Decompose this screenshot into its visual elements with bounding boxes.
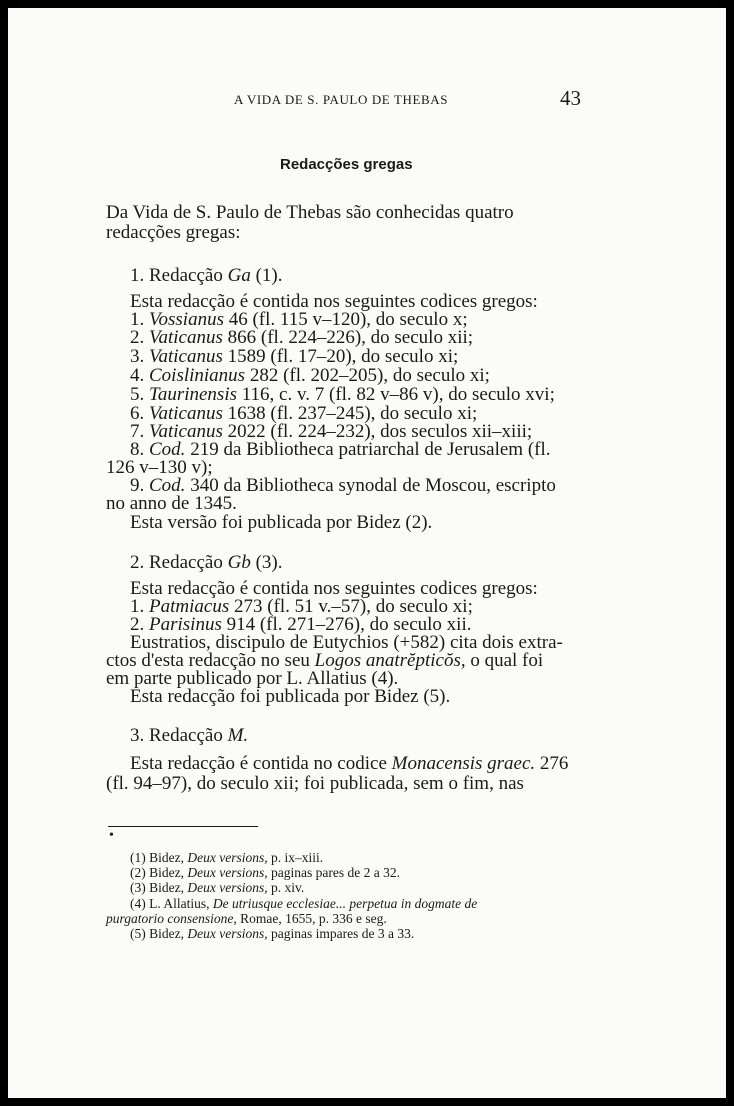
redaction-ga-publication: Esta versão foi publicada por Bidez (2). — [130, 512, 433, 533]
footnote-rule — [108, 826, 258, 827]
codex-line: 6. Vaticanus 1638 (fl. 237–245), do seculo xi; — [130, 403, 478, 424]
codex-line: 9. Cod. 340 da Bibliotheca synodal de Moscou, escripto — [130, 475, 556, 496]
footnote-4-continuation: purgatorio consensione, Romae, 1655, p. 336 e seg. — [106, 911, 387, 926]
siglum-ga: Ga — [227, 265, 251, 286]
section-heading: Redacções gregas — [280, 156, 413, 173]
codex-line: 4. Coislinianus 282 (fl. 202–205), do seculo xi; — [130, 365, 490, 386]
intro-line-1: Da Vida de S. Paulo de Thebas são conhecidas quatro — [106, 202, 514, 223]
codex-line: 2. Vaticanus 866 (fl. 224–226), do seculo xii; — [130, 327, 474, 348]
eustratios-line-3: em parte publicado por L. Allatius (4). — [106, 668, 399, 689]
redaction-gb-title: 2. Redacção Gb (3). — [130, 552, 283, 573]
redaction-ga-title: 1. Redacção Ga (1). — [130, 265, 283, 286]
footnote-marker-dot: • — [109, 828, 114, 843]
redaction-m-title: 3. Redacção M. — [130, 725, 249, 746]
codex-line: 8. Cod. 219 da Bibliotheca patriarchal de Jerusalem (fl. — [130, 439, 551, 460]
codex-line: 1. Patmiacus 273 (fl. 51 v.–57), do seculo xi; — [130, 596, 473, 617]
codex-line: 2. Parisinus 914 (fl. 271–276), do seculo xii. — [130, 614, 472, 635]
redaction-gb-publication: Esta redacção foi publicada por Bidez (5). — [130, 686, 451, 707]
footnote-5: (5) Bidez, Deux versions, paginas impares de 3 a 33. — [130, 926, 415, 941]
siglum-gb: Gb — [227, 552, 251, 573]
intro-line-2: redacções gregas: — [106, 222, 241, 243]
codex-line: 3. Vaticanus 1589 (fl. 17–20), do seculo xi; — [130, 346, 459, 367]
book-page — [8, 8, 726, 1098]
codex-line-continuation: no anno de 1345. — [106, 493, 237, 514]
running-header: A VIDA DE S. PAULO DE THEBAS — [234, 92, 449, 107]
redaction-m-line-1: Esta redacção é contida no codice Monacensis graec. 276 — [130, 753, 569, 774]
codex-line: 7. Vaticanus 2022 (fl. 224–232), dos seculos xii–xiii; — [130, 421, 533, 442]
redaction-ga-intro: Esta redacção é contida nos seguintes codices gregos: — [130, 291, 538, 312]
redaction-gb-intro: Esta redacção é contida nos seguintes codices gregos: — [130, 578, 538, 599]
eustratios-line-1: Eustratios, discipulo de Eutychios (+582) cita dois extra- — [130, 632, 563, 653]
siglum-m: M. — [227, 725, 249, 746]
codex-line: 1. Vossianus 46 (fl. 115 v–120), do seculo x; — [130, 309, 468, 330]
eustratios-line-2: ctos d'esta redacção no seu Logos anatrĕpticŏs, o qual foi — [106, 650, 544, 671]
footnote-2: (2) Bidez, Deux versions, paginas pares de 2 a 32. — [130, 865, 400, 880]
footnote-3: (3) Bidez, Deux versions, p. xiv. — [130, 880, 305, 895]
page-number: 43 — [560, 86, 581, 110]
codex-line: 5. Taurinensis 116, c. v. 7 (fl. 82 v–86 v), do seculo xvi; — [130, 384, 555, 405]
footnote-4: (4) L. Allatius, De utriusque ecclesiae... perpetua in dogmate de — [130, 896, 478, 911]
codex-line-continuation: 126 v–130 v); — [106, 457, 213, 478]
redaction-m-line-2: (fl. 94–97), do seculo xii; foi publicada, sem o fim, nas — [106, 773, 524, 794]
footnote-1: (1) Bidez, Deux versions, p. ix–xiii. — [130, 850, 324, 865]
